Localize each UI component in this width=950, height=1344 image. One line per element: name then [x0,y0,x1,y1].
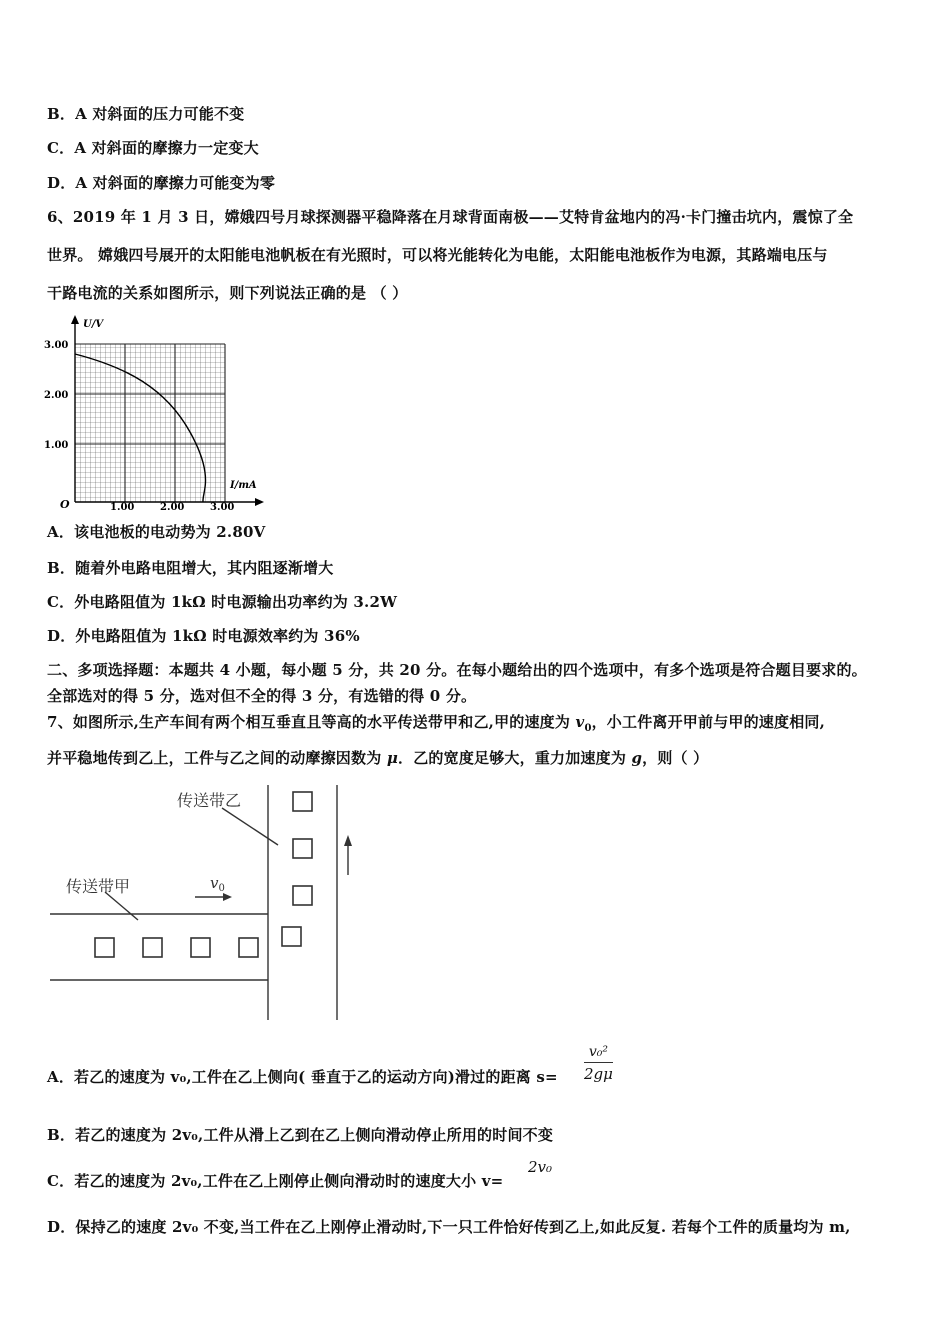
x-tick-300: 3.00 [210,502,235,512]
q7-option-d: D．保持乙的速度 2v₀ 不变,当工件在乙上刚停止滑动时,下一只工件恰好传到乙上,如此反复. 若每个工件的质量均为 m, [47,1218,851,1236]
y-tick-200: 2.00 [44,390,69,401]
label-belt-yi: 传送带乙 [177,791,242,810]
workpiece [293,886,312,905]
q6-option-c: C．外电路阻值为 1kΩ 时电源输出功率约为 3.2W [47,593,398,611]
x-tick-100: 1.00 [110,502,135,512]
leader-yi [222,808,278,845]
q5-option-d: D．A 对斜面的摩擦力可能变为零 [47,174,276,192]
y-axis-arrow [71,315,79,324]
section2-header-line2: 全部选对的得 5 分，选对但不全的得 3 分，有选错的得 0 分。 [47,687,477,705]
q7-option-a-fraction [584,1042,613,1085]
q6-option-b: B．随着外电路电阻增大，其内阻逐渐增大 [47,559,334,577]
workpiece [191,938,210,957]
x-axis-arrow [255,498,264,506]
q6-option-a: A．该电池板的电动势为 2.80V [47,523,266,541]
q6-stem-line1: 6、2019 年 1 月 3 日，嫦娥四号月球探测器平稳降落在月球背面南极——艾特肯盆地内的冯·卡门撞击坑内，震惊了全 [47,208,854,226]
workpiece [293,792,312,811]
y-tick-300: 3.00 [44,340,69,351]
q7-conveyor-figure [50,780,370,1025]
leader-jia [105,892,138,920]
q6-option-d: D．外电路阻值为 1kΩ 时电源效率约为 36% [47,627,360,645]
fraction-numerator: v₀² [584,1042,613,1063]
workpiece [282,927,301,946]
q7-option-b: B．若乙的速度为 2v₀,工件从滑上乙到在乙上侧向滑动停止所用的时间不变 [47,1126,554,1144]
q7-stem-line2: 并平稳地传到乙上，工件与乙之间的动摩擦因数为 μ．乙的宽度足够大，重力加速度为 g，则（ ） [47,749,709,767]
q5-option-b: B．A 对斜面的压力可能不变 [47,105,245,123]
label-v0: $v_0$ [210,874,225,894]
q6-ui-graph [40,312,270,512]
x-tick-200: 2.00 [160,502,185,512]
q6-stem-line3: 干路电流的关系如图所示，则下列说法正确的是 （ ） [47,284,408,302]
x-axis-label: I/mA [230,480,257,491]
q7-stem-line1: 7、如图所示,生产车间有两个相互垂直且等高的水平传送带甲和乙,甲的速度为 $v_0$，小工件离开甲前与甲的速度相同, [47,713,826,734]
workpiece [239,938,258,957]
section2-header-line1: 二、多项选择题：本题共 4 小题，每小题 5 分，共 20 分。在每小题给出的四个选项中，有多个选项是符合题目要求的。 [47,661,867,679]
workpiece [95,938,114,957]
q6-stem-line2: 世界。 嫦娥四号展开的太阳能电池帆板在有光照时，可以将光能转化为电能，太阳能电池板作为电源，其路端电压与 [47,246,828,264]
graph-grid [75,344,225,502]
q7-option-c-value: 2v₀ [528,1158,553,1176]
workpiece [143,938,162,957]
q7-option-c: C．若乙的速度为 2v₀,工件在乙上刚停止侧向滑动时的速度大小 v= [47,1172,504,1190]
y-axis-label: U/V [83,319,104,330]
fraction-denominator: 2gμ [584,1065,613,1083]
label-belt-jia: 传送带甲 [66,877,131,896]
q5-option-c: C．A 对斜面的摩擦力一定变大 [47,139,259,157]
origin-label: O [60,498,70,511]
workpiece [293,839,312,858]
y-tick-100: 1.00 [44,440,69,451]
q7-option-a: A．若乙的速度为 v₀,工件在乙上侧向( 垂直于乙的运动方向)滑过的距离 s= [47,1068,558,1086]
